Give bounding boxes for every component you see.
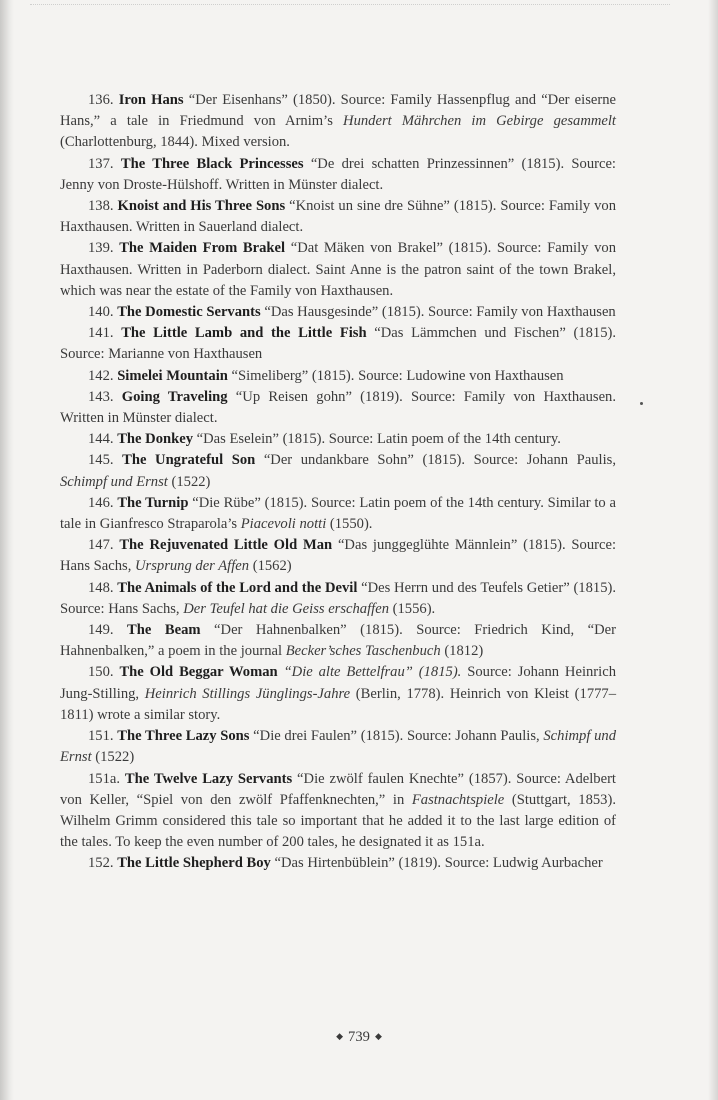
note-entry (60, 620, 616, 662)
note-entry (60, 769, 616, 854)
note-text: 146. (88, 494, 118, 511)
tale-title: The Little Shepherd Boy (117, 855, 271, 872)
note-text: (Charlottenburg, 1844). Mixed version. (60, 134, 290, 151)
note-entry (60, 238, 616, 302)
page-gutter-shadow (0, 0, 14, 1100)
note-text: “Das junggeglühte Männlein” (1815). Source: Hans Sachs, (60, 537, 616, 575)
note-entry (60, 578, 616, 620)
note-text: 151. (88, 728, 118, 745)
note-entry (60, 196, 616, 238)
note-text: “Der Hahnenbalken” (1815). Source: Friedrich Kind, “Der Hahnenbalken,” a poem in the journal (60, 622, 616, 660)
note-entry (60, 535, 616, 577)
note-text: 143. (88, 388, 122, 405)
margin-mark (640, 402, 643, 405)
tale-title: The Three Lazy Sons (117, 728, 250, 745)
note-text: (Stuttgart, 1853). Wilhelm Grimm considered this tale so important that he added it to the last large edition of the tales. To keep the even number of 200 tales, he designated it as 151a. (60, 791, 616, 851)
tale-title: The Little Lamb and the Little Fish (121, 325, 367, 342)
note-entry (60, 323, 616, 365)
note-text: (1556). (389, 600, 436, 617)
italic-work-title: Hundert Mährchen im Gebirge gesammelt (343, 113, 616, 130)
note-entry (60, 662, 616, 726)
note-text: (Berlin, 1778). Heinrich von Kleist (1777–1811) wrote a similar story. (60, 685, 617, 723)
note-text: (1562) (249, 558, 292, 575)
italic-work-title: Piacevoli notti (240, 516, 327, 533)
note-text: 138. (88, 198, 118, 215)
note-text: 142. (88, 367, 118, 384)
note-text: 139. (88, 240, 120, 257)
note-text: 145. (88, 452, 123, 469)
page-number: 739 (348, 1029, 370, 1045)
note-text: 137. (88, 155, 121, 172)
italic-work-title: Schimpf und Ernst (60, 728, 616, 766)
note-text: 151a. (88, 770, 125, 787)
note-text: “Simeliberg” (1815). Source: Ludowine von Haxthausen (227, 367, 564, 384)
tale-title: The Twelve Lazy Servants (124, 770, 293, 787)
italic-work-title: Fastnachtspiele (411, 791, 505, 808)
note-text: 136. (88, 92, 119, 108)
notes-list (60, 90, 616, 875)
note-text: 152. (88, 855, 118, 872)
note-text: “Die zwölf faulen Knechte” (1857). Source: Adelbert von Keller, “Spiel von den zwölf Pfaffenknechten,” in (60, 770, 616, 808)
note-text: “Der undankbare Sohn” (1815). Source: Johann Paulis, (255, 452, 616, 469)
italic-work-title: “Die alte Bettelfrau” (1815). (283, 664, 462, 681)
note-text: “Der Eisenhans” (1850). Source: Family Hassenpflug and “Der eiserne Hans,” a tale in Friedmund von Arnim’s (60, 92, 617, 130)
tale-title: The Three Black Princesses (120, 155, 304, 172)
note-text: 144. (88, 431, 118, 448)
note-entry (60, 366, 616, 387)
note-text: “Die Rübe” (1815). Source: Latin poem of the 14th century. Similar to a tale in Gianfresco Straparola’s (60, 494, 616, 533)
note-entry (60, 853, 616, 874)
tale-title: Knoist and His Three Sons (117, 198, 286, 215)
tale-title: The Rejuvenated Little Old Man (119, 537, 333, 554)
note-text: Source: Johann Heinrich Jung-Stilling, (60, 664, 616, 702)
tale-title: Going Traveling (121, 388, 228, 405)
italic-work-title: Becker’sches Taschenbuch (285, 643, 441, 660)
scan-noise (30, 4, 670, 19)
note-entry (60, 429, 616, 450)
diamond-ornament-right: ◆ (374, 1031, 382, 1041)
note-text: 149. (88, 622, 128, 639)
note-text: “Dat Mäken von Brakel” (1815). Source: Family von Haxthausen. Written in Paderborn dialect. Saint Anne is the patron saint of the town Brakel, which was near the estate of the Family von Haxthausen. (60, 240, 616, 299)
note-entry (60, 90, 616, 154)
note-entry (60, 450, 616, 492)
note-text: “Das Hausgesinde” (1815). Source: Family von Haxthausen (260, 304, 616, 321)
tale-title: The Maiden From Brakel (119, 240, 286, 257)
note-text: “Up Reisen gohn” (1819). Source: Family von Haxthausen. Written in Münster dialect. (60, 388, 616, 427)
note-text: 148. (88, 579, 118, 596)
note-text: “Das Lämmchen und Fischen” (1815). Source: Marianne von Haxthausen (60, 325, 617, 363)
note-text: (1522) (91, 749, 135, 766)
note-entry (60, 387, 616, 429)
note-text: (1522) (167, 473, 211, 490)
page-edge-shadow (708, 0, 718, 1100)
tale-title: The Donkey (117, 431, 194, 448)
tale-title: Simelei Mountain (117, 367, 228, 384)
tale-title: The Beam (127, 622, 201, 639)
note-entry (60, 493, 616, 535)
note-entry (60, 154, 616, 196)
tale-title: The Ungrateful Son (122, 452, 256, 469)
tale-title: The Domestic Servants (117, 304, 261, 321)
note-text: 150. (88, 664, 120, 681)
tale-title: Iron Hans (118, 92, 184, 108)
tale-title: The Turnip (117, 494, 189, 511)
note-text: “Die drei Faulen” (1815). Source: Johann Paulis, (249, 728, 544, 745)
note-text: 140. (88, 304, 118, 321)
tale-title: The Old Beggar Woman (119, 664, 278, 681)
note-text: (1550). (326, 516, 373, 533)
note-text: (1812) (440, 643, 484, 660)
note-entry (60, 302, 616, 323)
note-text: “De drei schatten Prinzessinnen” (1815). Source: Jenny von Droste-Hülshoff. Written in Münster dialect. (60, 155, 616, 193)
note-text: 147. (88, 537, 120, 554)
italic-work-title: Heinrich Stillings Jünglings-Jahre (144, 685, 351, 702)
note-text: “Des Herrn und des Teufels Getier” (1815). Source: Hans Sachs, (60, 579, 617, 617)
italic-work-title: Der Teufel hat die Geiss erschaffen (183, 600, 389, 617)
note-text: “Das Hirtenbüblein” (1819). Source: Ludwig Aurbacher (270, 855, 603, 872)
tale-title: The Animals of the Lord and the Devil (117, 579, 358, 596)
diamond-ornament-left: ◆ (336, 1031, 344, 1041)
italic-work-title: Ursprung der Affen (135, 558, 250, 575)
note-text: “Das Eselein” (1815). Source: Latin poem of the 14th century. (193, 431, 561, 448)
note-entry (60, 726, 616, 768)
note-text: 141. (88, 325, 122, 342)
note-text: “Knoist un sine dre Sühne” (1815). Source: Family von Haxthausen. Written in Sauerland dialect. (60, 198, 617, 236)
page-footer (0, 1029, 718, 1046)
italic-work-title: Schimpf und Ernst (60, 473, 168, 490)
